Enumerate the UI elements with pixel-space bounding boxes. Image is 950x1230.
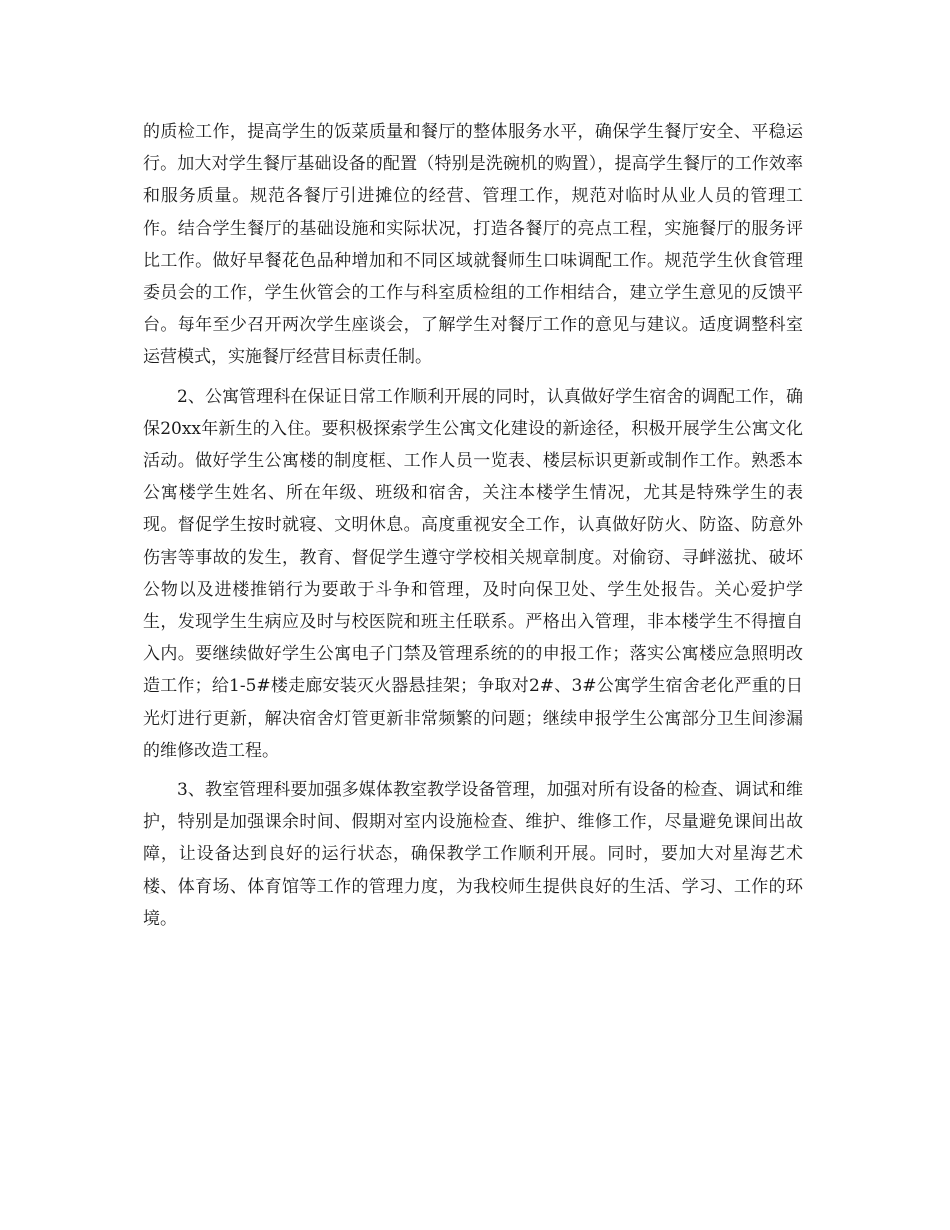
paragraph-apartment-management: 2、公寓管理科在保证日常工作顺利开展的同时，认真做好学生宿舍的调配工作，确保20xx年新生的入住。要积极探索学生公寓文化建设的新途径，积极开展学生公寓文化活动。做好学生公寓楼的制度框、工作人员一览表、楼层标识更新或制作工作。熟悉本公寓楼学生姓名、所在年级、班级和宿舍，关注本楼学生情况，尤其是特殊学生的表现。督促学生按时就寝、文明休息。高度重视安全工作，认真做好防火、防盗、防意外伤害等事故的发生，教育、督促学生遵守学校相关规章制度。对偷窃、寻衅滋扰、破坏公物以及进楼推销行为要敢于斗争和管理，及时向保卫处、学生处报告。关心爱护学生，发现学生生病应及时与校医院和班主任联系。严格出入管理，非本楼学生不得擅自入内。要继续做好学生公寓电子门禁及管理系统的的申报工作；落实公寓楼应急照明改造工作；给1-5#楼走廊安装灭火器悬挂架；争取对2#、3#公寓学生宿舍老化严重的日光灯进行更新，解决宿舍灯管更新非常频繁的问题；继续申报学生公寓部分卫生间渗漏的维修改造工程。 (143, 386, 803, 761)
paragraph-classroom-management: 3、教室管理科要加强多媒体教室教学设备管理，加强对所有设备的检查、调试和维护，特别是加强课余时间、假期对室内设施检查、维护、维修工作，尽量避免课间出故障，让设备达到良好的运行状态，确保教学工作顺利开展。同时，要加大对星海艺术楼、体育场、体育馆等工作的管理力度，为我校师生提供良好的生活、学习、工作的环境。 (143, 780, 803, 929)
paragraph-cafeteria-continued: 的质检工作，提高学生的饭菜质量和餐厅的整体服务水平，确保学生餐厅安全、平稳运行。加大对学生餐厅基础设备的配置（特别是洗碗机的购置），提高学生餐厅的工作效率和服务质量。规范各餐厅引进摊位的经营、管理工作，规范对临时从业人员的管理工作。结合学生餐厅的基础设施和实际状况，打造各餐厅的亮点工程，实施餐厅的服务评比工作。做好早餐花色品种增加和不同区域就餐师生口味调配工作。规范学生伙食管理委员会的工作，学生伙管会的工作与科室质检组的工作相结合，建立学生意见的反馈平台。每年至少召开两次学生座谈会，了解学生对餐厅工作的意见与建议。适度调整科室运营模式，实施餐厅经营目标责任制。 (143, 122, 803, 368)
document-body (143, 116, 803, 942)
